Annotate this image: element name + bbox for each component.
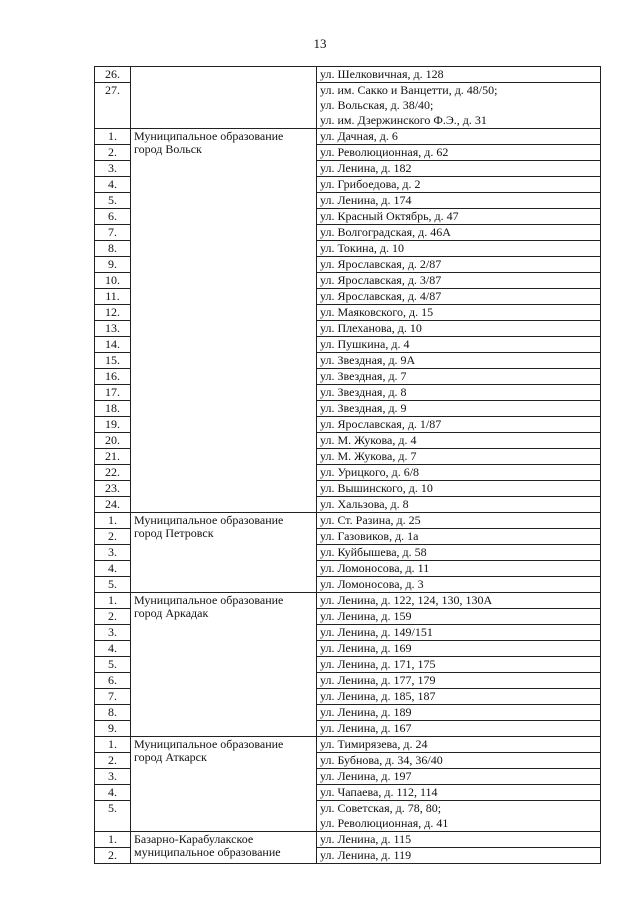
address-line: ул. Куйбышева, д. 58 bbox=[320, 545, 427, 559]
row-number: 5. bbox=[95, 577, 131, 593]
address-line: ул. Грибоедова, д. 2 bbox=[320, 177, 421, 191]
address-line: ул. Ленина, д. 189 bbox=[320, 705, 412, 719]
address-line: ул. Красный Октябрь, д. 47 bbox=[320, 209, 459, 223]
address-cell bbox=[317, 689, 601, 705]
row-number: 6. bbox=[95, 673, 131, 689]
address-cell bbox=[317, 705, 601, 721]
address-line: ул. Тимирязева, д. 24 bbox=[320, 737, 428, 751]
address-line: ул. Токина, д. 10 bbox=[320, 241, 404, 255]
address-cell bbox=[317, 721, 601, 737]
address-line: ул. им. Сакко и Ванцетти, д. 48/50; bbox=[320, 83, 498, 97]
address-cell bbox=[317, 273, 601, 289]
address-line: ул. Звездная, д. 9А bbox=[320, 353, 416, 367]
address-cell bbox=[317, 561, 601, 577]
address-cell bbox=[317, 321, 601, 337]
row-number: 4. bbox=[95, 641, 131, 657]
row-number: 11. bbox=[95, 289, 131, 305]
row-number: 27. bbox=[95, 83, 131, 129]
address-line: ул. Ломоносова, д. 11 bbox=[320, 561, 430, 575]
address-cell bbox=[317, 673, 601, 689]
table-row bbox=[95, 832, 601, 848]
address-line: ул. Революционная, д. 62 bbox=[320, 145, 449, 159]
row-number: 8. bbox=[95, 705, 131, 721]
address-line: ул. Советская, д. 78, 80; bbox=[320, 801, 442, 815]
address-line: ул. Плеханова, д. 10 bbox=[320, 321, 422, 335]
address-line: ул. Ломоносова, д. 3 bbox=[320, 577, 424, 591]
row-number: 10. bbox=[95, 273, 131, 289]
address-line: ул. Хальзова, д. 8 bbox=[320, 497, 409, 511]
row-number: 7. bbox=[95, 225, 131, 241]
address-table bbox=[94, 66, 601, 864]
address-cell bbox=[317, 129, 601, 145]
address-line: ул. Ленина, д. 177, 179 bbox=[320, 673, 436, 687]
table-row bbox=[95, 593, 601, 609]
row-number: 12. bbox=[95, 305, 131, 321]
row-number: 16. bbox=[95, 369, 131, 385]
address-cell bbox=[317, 433, 601, 449]
row-number: 2. bbox=[95, 753, 131, 769]
address-cell bbox=[317, 593, 601, 609]
address-line: ул. Ленина, д. 169 bbox=[320, 641, 412, 655]
address-cell bbox=[317, 449, 601, 465]
address-line: ул. Бубнова, д. 34, 36/40 bbox=[320, 753, 443, 767]
row-number: 15. bbox=[95, 353, 131, 369]
address-cell bbox=[317, 465, 601, 481]
address-cell bbox=[317, 177, 601, 193]
address-line: ул. Звездная, д. 7 bbox=[320, 369, 407, 383]
address-cell bbox=[317, 832, 601, 848]
address-line: ул. Ярославская, д. 4/87 bbox=[320, 289, 442, 303]
address-line: ул. Ленина, д. 122, 124, 130, 130А bbox=[320, 593, 493, 607]
address-cell bbox=[317, 769, 601, 785]
row-number: 1. bbox=[95, 513, 131, 529]
row-number: 2. bbox=[95, 529, 131, 545]
address-line: ул. Маяковского, д. 15 bbox=[320, 305, 434, 319]
municipality-name: Муниципальное образование город Петровск bbox=[131, 513, 317, 593]
address-line: ул. Звездная, д. 8 bbox=[320, 385, 407, 399]
row-number: 23. bbox=[95, 481, 131, 497]
municipality-name: Муниципальное образование город Аткарск bbox=[131, 737, 317, 832]
row-number: 5. bbox=[95, 801, 131, 832]
address-line: ул. Газовиков, д. 1а bbox=[320, 529, 419, 543]
address-line: ул. Революционная, д. 41 bbox=[320, 816, 449, 830]
address-line: ул. Ленина, д. 159 bbox=[320, 609, 412, 623]
address-line: ул. Ленина, д. 185, 187 bbox=[320, 689, 436, 703]
address-cell bbox=[317, 161, 601, 177]
address-cell bbox=[317, 753, 601, 769]
row-number: 21. bbox=[95, 449, 131, 465]
address-line: ул. Ленина, д. 167 bbox=[320, 721, 412, 735]
address-cell bbox=[317, 353, 601, 369]
address-cell bbox=[317, 529, 601, 545]
address-cell bbox=[317, 545, 601, 561]
address-cell bbox=[317, 737, 601, 753]
address-cell bbox=[317, 657, 601, 673]
row-number: 2. bbox=[95, 848, 131, 864]
address-cell bbox=[317, 193, 601, 209]
address-cell bbox=[317, 513, 601, 529]
row-number: 9. bbox=[95, 721, 131, 737]
row-number: 7. bbox=[95, 689, 131, 705]
address-cell bbox=[317, 337, 601, 353]
row-number: 5. bbox=[95, 657, 131, 673]
address-line: ул. Ленина, д. 182 bbox=[320, 161, 412, 175]
address-line: ул. Волгоградская, д. 46А bbox=[320, 225, 451, 239]
row-number: 6. bbox=[95, 209, 131, 225]
address-cell bbox=[317, 209, 601, 225]
row-number: 8. bbox=[95, 241, 131, 257]
address-line: ул. Ленина, д. 197 bbox=[320, 769, 412, 783]
address-line: ул. Чапаева, д. 112, 114 bbox=[320, 785, 438, 799]
municipality-name: Базарно-Карабулакское муниципальное образование bbox=[131, 832, 317, 864]
address-cell bbox=[317, 417, 601, 433]
row-number: 17. bbox=[95, 385, 131, 401]
municipality-name: Муниципальное образование город Вольск bbox=[131, 129, 317, 513]
row-number: 9. bbox=[95, 257, 131, 273]
address-cell bbox=[317, 145, 601, 161]
address-cell bbox=[317, 481, 601, 497]
address-cell bbox=[317, 497, 601, 513]
address-line: ул. Вольская, д. 38/40; bbox=[320, 98, 434, 112]
row-number: 1. bbox=[95, 832, 131, 848]
table-row bbox=[95, 67, 601, 83]
address-cell bbox=[317, 609, 601, 625]
row-number: 2. bbox=[95, 609, 131, 625]
address-cell bbox=[317, 369, 601, 385]
table-row bbox=[95, 129, 601, 145]
address-line: ул. Ст. Разина, д. 25 bbox=[320, 513, 421, 527]
address-line: ул. М. Жукова, д. 7 bbox=[320, 449, 417, 463]
table-row bbox=[95, 513, 601, 529]
address-line: ул. М. Жукова, д. 4 bbox=[320, 433, 417, 447]
address-cell bbox=[317, 67, 601, 83]
address-cell bbox=[317, 785, 601, 801]
row-number: 13. bbox=[95, 321, 131, 337]
row-number: 3. bbox=[95, 769, 131, 785]
table-row bbox=[95, 737, 601, 753]
row-number: 4. bbox=[95, 177, 131, 193]
address-cell bbox=[317, 848, 601, 864]
row-number: 19. bbox=[95, 417, 131, 433]
address-cell bbox=[317, 257, 601, 273]
municipality-name bbox=[131, 67, 317, 129]
address-cell bbox=[317, 289, 601, 305]
address-line: ул. Вышинского, д. 10 bbox=[320, 481, 433, 495]
address-line: ул. Ярославская, д. 1/87 bbox=[320, 417, 442, 431]
address-cell bbox=[317, 641, 601, 657]
row-number: 2. bbox=[95, 145, 131, 161]
address-line: ул. Дачная, д. 6 bbox=[320, 129, 398, 143]
row-number: 14. bbox=[95, 337, 131, 353]
address-line: ул. Шелковичная, д. 128 bbox=[320, 67, 444, 81]
address-cell bbox=[317, 401, 601, 417]
row-number: 4. bbox=[95, 561, 131, 577]
address-line: ул. Пушкина, д. 4 bbox=[320, 337, 410, 351]
address-line: ул. Звездная, д. 9 bbox=[320, 401, 407, 415]
address-cell bbox=[317, 241, 601, 257]
row-number: 3. bbox=[95, 545, 131, 561]
row-number: 5. bbox=[95, 193, 131, 209]
municipality-name: Муниципальное образование город Аркадак bbox=[131, 593, 317, 737]
address-line: ул. Ярославская, д. 2/87 bbox=[320, 257, 442, 271]
row-number: 4. bbox=[95, 785, 131, 801]
row-number: 24. bbox=[95, 497, 131, 513]
address-line: ул. Ленина, д. 171, 175 bbox=[320, 657, 436, 671]
address-line: ул. им. Дзержинского Ф.Э., д. 31 bbox=[320, 113, 487, 127]
address-line: ул. Ярославская, д. 3/87 bbox=[320, 273, 442, 287]
address-line: ул. Урицкого, д. 6/8 bbox=[320, 465, 420, 479]
address-cell bbox=[317, 577, 601, 593]
address-cell bbox=[317, 83, 601, 129]
address-line: ул. Ленина, д. 174 bbox=[320, 193, 412, 207]
row-number: 26. bbox=[95, 67, 131, 83]
address-cell bbox=[317, 385, 601, 401]
address-cell bbox=[317, 305, 601, 321]
row-number: 3. bbox=[95, 625, 131, 641]
address-cell bbox=[317, 225, 601, 241]
address-cell bbox=[317, 801, 601, 832]
address-line: ул. Ленина, д. 149/151 bbox=[320, 625, 433, 639]
page-number: 13 bbox=[313, 36, 327, 51]
row-number: 1. bbox=[95, 129, 131, 145]
row-number: 18. bbox=[95, 401, 131, 417]
address-line: ул. Ленина, д. 119 bbox=[320, 848, 412, 862]
row-number: 22. bbox=[95, 465, 131, 481]
row-number: 20. bbox=[95, 433, 131, 449]
row-number: 1. bbox=[95, 737, 131, 753]
address-line: ул. Ленина, д. 115 bbox=[320, 832, 412, 846]
address-cell bbox=[317, 625, 601, 641]
row-number: 1. bbox=[95, 593, 131, 609]
row-number: 3. bbox=[95, 161, 131, 177]
